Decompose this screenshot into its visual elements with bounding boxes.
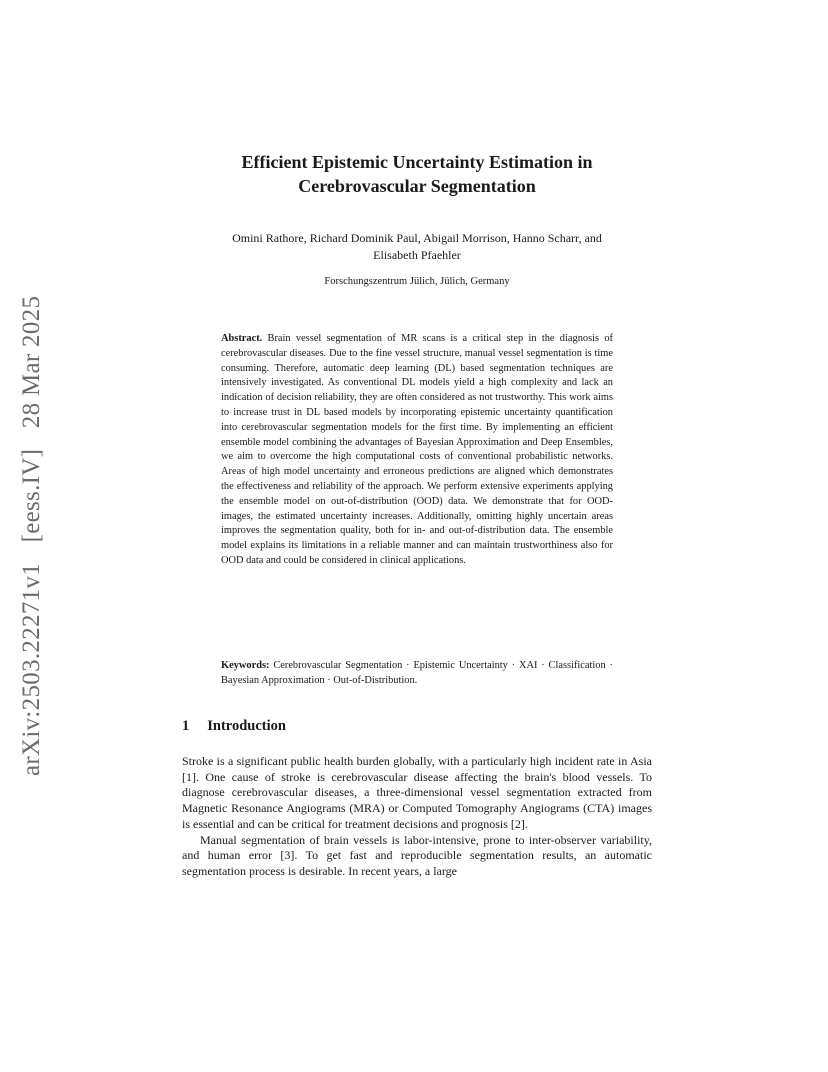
abstract-label: Abstract. — [221, 333, 263, 344]
paragraph-2: Manual segmentation of brain vessels is labor-intensive, prone to inter-observer variability, and human error [3]. To get fast and reproducible segmentation results, an automatic segmentation process is desirable. In recent years, a large — [182, 832, 652, 878]
paragraph-1: Stroke is a significant public health burden globally, with a particularly high incident rate in Asia [1]. One cause of stroke is cerebrovascular disease affecting the brain's blood vessels. To diagnose cerebrovascular diseases, a three-dimensional vessel segmentation extracted from Magnetic Resonance Angiograms (MRA) or Computed Tomography Angiograms (CTA) images is essential and can be critical for treatment decisions and prognosis [2]. — [182, 754, 652, 831]
arxiv-date: 28 Mar 2025 — [18, 295, 45, 429]
section-heading — [182, 718, 286, 735]
section-number: 1 — [182, 718, 190, 734]
keywords — [221, 659, 613, 689]
author-list — [182, 230, 652, 264]
keywords-label: Keywords: — [221, 660, 270, 671]
abstract — [221, 332, 613, 569]
abstract-text: Brain vessel segmentation of MR scans is a critical step in the diagnosis of cerebrovascular diseases. Due to the fine vessel structure, manual vessel segmentation is time consuming. Therefore, automatic deep learning (DL) based segmentation techniques are intensively investigated. As conventional DL models yield a high complexity and lack an indication of decision reliability, they are often considered as not trustworthy. This work aims to increase trust in DL based models by incorporating epistemic uncertainty quantification into cerebrovascular segmentation models for the first time. By implementing an efficient ensemble model combining the advantages of Bayesian Approximation and Deep Ensembles, we aim to overcome the high computational costs of conventional probabilistic networks. Areas of high model uncertainty and erroneous predictions are aligned which demonstrates the effectiveness and reliability of the approach. We perform extensive experiments applying the ensemble model on out-of-distribution (OOD) data. We demonstrate that for OOD-images, the estimated uncertainty increases. Additionally, omitting highly uncertain areas improves the segmentation quality, both for in- and out-of-distribution data. The ensemble model explains its limitations in a reliable manner and can maintain trustworthiness also for OOD data and could be considered in clinical applications. — [221, 333, 613, 566]
title-line-1: Efficient Epistemic Uncertainty Estimation in — [241, 152, 593, 172]
body-text — [182, 754, 652, 880]
arxiv-sidebar-stamp — [18, 282, 46, 776]
paper-title — [182, 150, 652, 198]
affiliation: Forschungszentrum Jülich, Jülich, Germany — [324, 276, 510, 287]
authors-line-2: Elisabeth Pfaehler — [373, 248, 461, 262]
title-line-2: Cerebrovascular Segmentation — [298, 176, 536, 196]
arxiv-category: [eess.IV] — [18, 448, 45, 543]
arxiv-id: arXiv:2503.22271v1 — [18, 562, 45, 776]
authors-line-1: Omini Rathore, Richard Dominik Paul, Abigail Morrison, Hanno Scharr, and — [232, 231, 602, 245]
section-title: Introduction — [207, 718, 286, 734]
keywords-text: Cerebrovascular Segmentation · Epistemic Uncertainty · XAI · Classification · Bayesian Approximation · Out-of-Distribution. — [221, 660, 613, 686]
